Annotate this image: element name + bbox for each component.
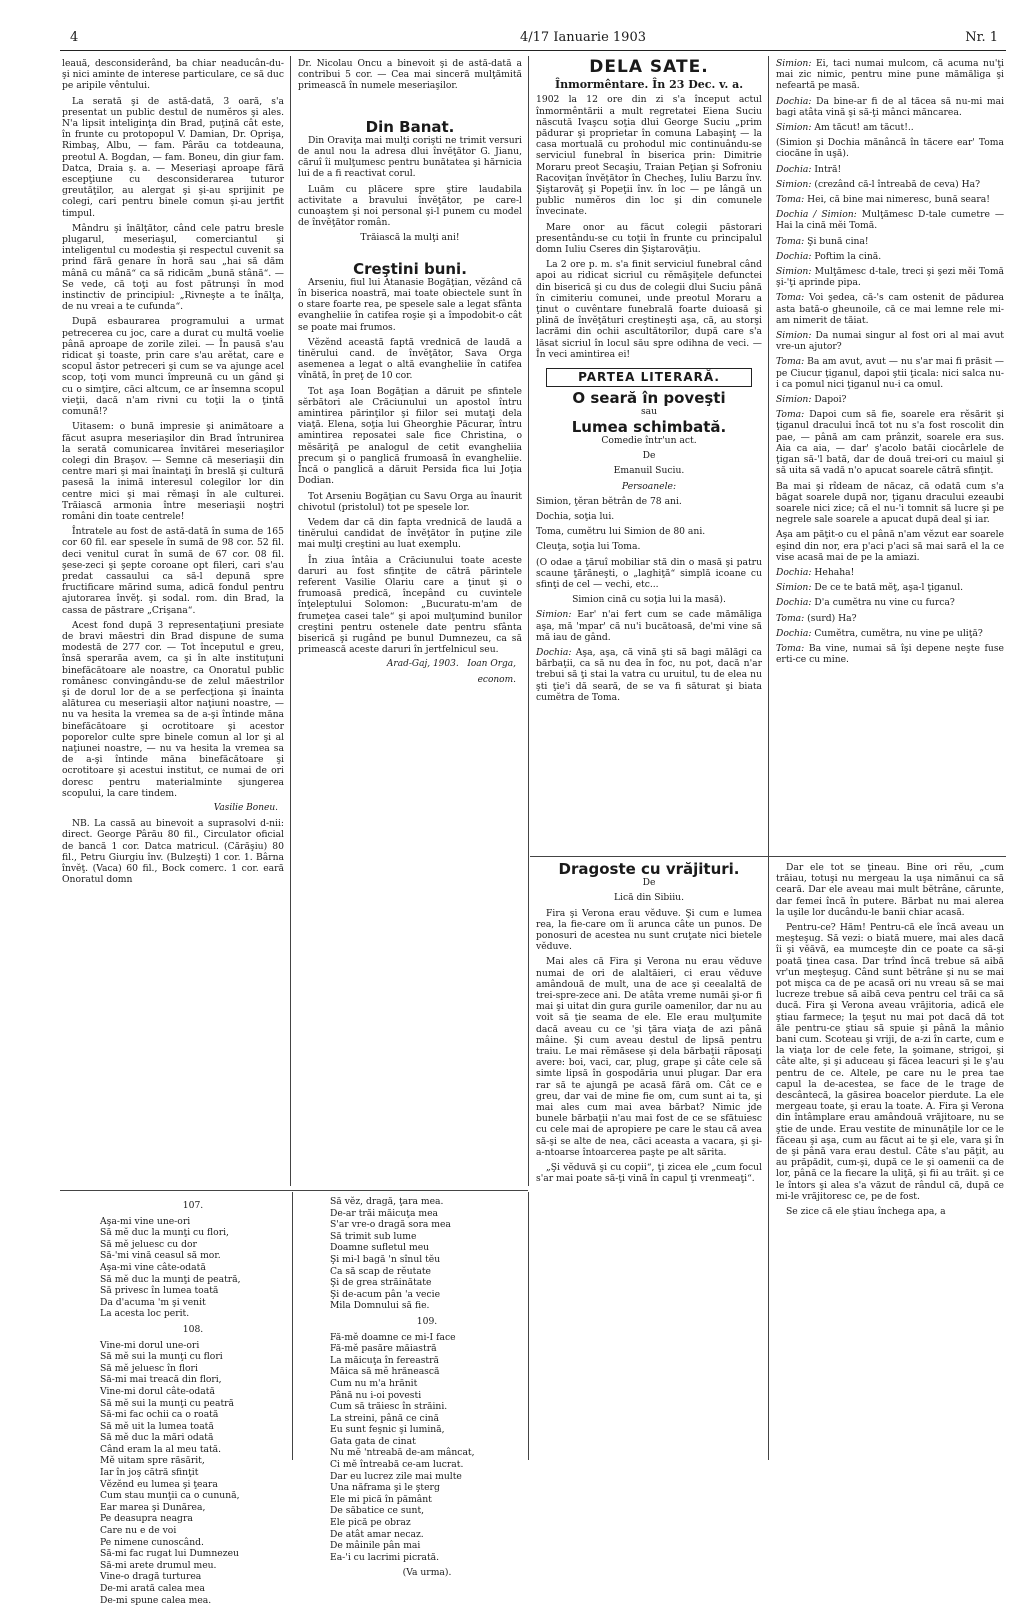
poem-line: Să-mi mai treacă din flori, <box>100 1374 222 1386</box>
poem-line: Doamne sufletul meu <box>330 1242 430 1254</box>
play-sau: sau <box>640 406 658 418</box>
dialog-line: Simion: Ei, taci numai mulcom, că acuma nu'ţi mai zic nimic, pentru mine pune mămăliga şi nefeartă pe masă. <box>776 58 1004 92</box>
poem-number: 107. <box>182 1200 204 1211</box>
dialog-line: Simion: Am tăcut! am tăcut!.. <box>776 122 914 134</box>
poem-line: Şi mi-l bagă 'n sînul tĕu <box>330 1253 441 1265</box>
poem-line: Fă-mĕ doamne ce mi-I face <box>330 1331 456 1343</box>
column-1 <box>62 58 284 1186</box>
play-description: Comedie într'un act. <box>601 434 697 446</box>
poem-line: Ca să scap de rĕutate <box>330 1265 431 1277</box>
dialog-line: Simion: Ear' n'ai fert cum se cade mămăliga aşa, mă 'mpar' că nu'i bucătoasă, de'mi vine să mă iau de gând. <box>536 609 763 643</box>
dialog-line: Dochia: Aşa, aşa, că vină şti să bagi mălăgi ca bărbaţii, ca să nu dea în foc, nu pot, dacă n'ar trebui să ţi stai la vatra cu uruitul, tu de elea nu şti ţie'i dă seară, de se va fi săturat şi biata cumĕtra de Toma. <box>536 646 763 703</box>
poem-line: Care nu e de voi <box>100 1525 177 1537</box>
play-author: Emanuil Suciu. <box>613 465 685 477</box>
dialog-line: Dochia: Cumĕtra, cumĕtra, nu vine pe uliţă? <box>776 627 983 639</box>
article-paragraph: Mare onor au făcut colegii păstorari presentându-se cu toţii în frunte cu principalul domn Iuliu Cseres din Şiştarovăţiu. <box>536 221 762 256</box>
poem-line: Vine-o dragă turturea <box>100 1571 202 1583</box>
dialog-line: Simion: De ce te bată mĕţ, aşa-l ţiganul. <box>776 582 964 594</box>
dialog-line: Simion: (crezând că-l întreabă de ceva) Ha? <box>776 178 981 190</box>
poem-line: De-ar trăi măicuţa mea <box>330 1207 439 1219</box>
cast-item: Simion cină cu soţia lui la masă). <box>572 594 726 606</box>
dialog-line: Toma: Şi bună cina! <box>776 235 869 247</box>
dialog-line: Simion: Dapoi? <box>776 394 847 406</box>
poem-line: Să-mi arete drumul meu. <box>100 1559 217 1571</box>
column-rule <box>528 1192 529 1460</box>
issue-number: Nr. 1 <box>965 30 998 45</box>
poem-line: Să-mi fac ochii ca o roată <box>100 1409 219 1421</box>
section-title: Din Banat. <box>365 117 455 136</box>
section-title: Creştini buni. <box>353 259 467 278</box>
dialog-line: Dochia: D'a cumĕtra nu vine cu furca? <box>776 597 955 609</box>
poem-line: Ci mĕ întreabă ce-am lucrat. <box>330 1459 464 1471</box>
poem-line: Gata gata de cinat <box>330 1435 416 1447</box>
story-paragraph: Mai ales că Fira şi Verona nu erau vĕduve numai de ori de alaltăieri, ci erau vĕduve amândouă de mult, una de ace şi ceealaltă de trei-spre-zece ani. De atâta vreme număi şi-or fi mai şi uitat din gura gurile oamenilor, dar nu au voit să ţie seama de ele. Ele erau mulţumite dacă aveau cu ce 'şi ţăra viaţa de azi până mâine. Şi cum aveau destul de lipsă pentru traiu. Le mai rĕmăsese şi dela bărbaţii răposaţi avere: boi, vaci, car, plug, grape şi câte cele să simte lipsă în gospodăria unui plugar. Dar era rar să te ajungă pe acasă fără om. Cât ce e greu, dar vai de mine fie om, cum sunt ai ta, şi mai ales cum mai avea bărbat? Nimic jde bunele bărbaţii n'au mai fost de ce se sfătuiesc cu cele mai de apropiere pe care le stau că avea să-şi se alte de nea, căci aceasta a vacara, şi şi-a-ntoarse întoarcerea paşte pe alt sărita. <box>536 956 762 1158</box>
play-subtitle: Lumea schimbată. <box>571 417 727 436</box>
poem-line: La streini, până ce cină <box>330 1412 440 1424</box>
article-paragraph: Luăm cu plăcere spre ştire laudabila activitate a bravului învĕţător, pe care-l cunoaştem şi noi personal şi-l punem cu model de învĕţător român. <box>298 183 522 229</box>
note-paragraph: NB. La cassă au binevoit a suprasolvi d-nii: direct. George Pârău 80 fil., Circulator oficial de bancă 1 cor. Datca matricul. (Cărăşiu) 80 fil., Petru Giurgiu înv. (Bulzeşti) 1 cor. 1. Bârna învĕţ. (Vaca) 60 fil., Bock comerc. 1 cor. eară Onoratul domn <box>62 818 284 886</box>
article-paragraph: Tot Arseniu Bogăţian cu Savu Orga au înaurit chivotul (pristolul) tot pe spesele lor. <box>298 490 522 513</box>
poem-line: Măica să mĕ hrănească <box>330 1366 440 1378</box>
poem-number: 109. <box>416 1315 438 1327</box>
story-paragraph: „Şi vĕduvă şi cu copii“, ţi zicea ele „cum focul s'ar mai poate să-ţi vină în capul ţi vrenmeaţi“. <box>536 1162 762 1185</box>
story-de: De <box>642 877 656 889</box>
dialog-line: Ba mai şi rîdeam de năcaz, că odată cum s'a băgat soarele după nor, ţiganu dracului ezeaubi soarele nici zice; că el nu-'i tomnit să lucre şi pe negrele sale soarele a apucat după deal şi iar. <box>776 480 1004 526</box>
poem-line: Fă-mĕ pasăre măiastră <box>330 1343 437 1355</box>
column-rule <box>768 56 769 856</box>
poem-line: Până nu i-oi povesti <box>330 1389 422 1401</box>
section-banner: PARTEA LITERARĂ. <box>546 368 752 387</box>
poem-line: Iar în joş cătră sfinţit <box>100 1467 199 1479</box>
poem-line: Aşa-mi vine une-ori <box>100 1215 191 1227</box>
poem-line: Cum nu m'a hrănit <box>330 1377 418 1389</box>
poem-line: Ea-'i cu lacrimi picrată. <box>330 1551 440 1563</box>
cast-item: Dochia, soţia lui. <box>536 510 615 522</box>
poem-line: Să mĕ sui la munţi cu peatră <box>100 1397 235 1409</box>
poem-line: Vine-mi dorul une-ori <box>100 1339 200 1351</box>
dialog-line: Toma: Dapoi cum să fie, soarele era rĕsărit şi ţiganul dracului încă tot nu s'a fost roscolit din pae, — până am cam prânzit, soarele era sus. Aia ca aia, — dar' ş'acolo batăi ciocârlele de ţigan să-'l bată, dar de două trei-ori cu maiul şi să uita să vadă n'o apucat soarele cătră sfinţit. <box>776 409 1004 477</box>
article-paragraph: În ziua întâia a Crăciunului toate aceste daruri au fost sfinţite de cătră părintele referent Vasilie Olariu care a ţinut şi o frumoasă predică, începând cu cuvintele înţeleptului Solomon: „Bucuratu-m'am de frumeţea casei tale“ şi apoi mulţumind bunilor creştini pentru ostenele date pentru sfânta biserică şi rugând pe bunul Dumnezeu, ca să primească aceste daruri în jertfelnicul seu. <box>298 554 522 656</box>
poem-line: De-mi arată calea mea <box>100 1583 205 1594</box>
article-paragraph: Întratele au fost de astă-dată în suma de 165 cor 60 fil. ear spesele în sumă de 98 cor. 52 fil. deci venitul curat în sumă de 67 cor. 08 fil. şese-zeci şi şepte coroane opt fileri, cari s'au predat cassaului ca să-l depună spre fructificare mărind suma, adică fondul pentru ajutorarea învĕţ. şi sodal. rom. din Brad, la cassa de păstrare „Crişana“. <box>62 526 284 616</box>
article-paragraph: Vĕzĕnd această faptă vrednică de laudă a tinĕrului cand. de învĕţător, Sava Orga asemenea a legat o altă evangheliie în catifea vînătă, în preţ de 10 cor. <box>298 336 522 382</box>
dialog-line: Dochia: Da bine-ar fi de al tăcea să nu-mi mai bagi atâta vină şi să-ţi mânci măncarea. <box>776 95 1005 118</box>
dialog-line: (Simion şi Dochia mănâncă în tăcere ear' Toma ciocăne în uşă). <box>776 137 1004 160</box>
cast-item: Cleuţa, soţia lui Toma. <box>536 541 641 553</box>
poem-line: Să mĕ duc la munţi de peatră, <box>100 1273 241 1285</box>
poem-line: La acesta loc perit. <box>100 1308 190 1320</box>
poem-line: Să-mi fac rugat lui Dumnezeu <box>100 1548 239 1560</box>
article-closing: Trăiască la mulţi ani! <box>360 232 460 244</box>
article-paragraph: La serată şi de astă-dată, 3 oară, s'a presentat un public destul de numĕros şi ales. N'a lipsit inteliginţa din Brad, puţină cât este, în frunte cu protopopul V. Damian, Dr. Oprişa, Rimbaş, Albu, — fam. Pârău ca totdeauna, preotul A. Bogdan, — fam. Boneu, din giur fam. Datca, Draia ş. a. — Meseriaşi aproape fără escepţiune cu desconsiderarea tuturor greutăţilor, au alergat şi şi-au sprijinit pe colegi, cari pentru binele comun şi-au jertfit timpul. <box>62 95 284 219</box>
poem-line: Da d'acuma 'm şi venit <box>100 1296 206 1308</box>
poem-line: Vine-mi dorul câte-odată <box>100 1385 215 1397</box>
poem-line: Mĕ uitam spre răsărit, <box>100 1455 205 1467</box>
story-column-continued <box>776 862 1004 1462</box>
page-number: 4 <box>70 30 79 45</box>
place-date: Arad-Gaj, 1903. <box>386 659 459 670</box>
poem-line: Să trimit sub lume <box>330 1230 417 1242</box>
poem-line: Cum să trăiesc în străini. <box>330 1401 448 1413</box>
poem-line: Ele pică pe obraz <box>330 1517 411 1529</box>
subsection-title: Înmormêntare. În 23 Dec. v. a. <box>554 78 744 92</box>
poem-line: Să mĕ jeluesc cu dor <box>100 1238 197 1250</box>
section-rule <box>60 1190 528 1191</box>
poem-line: Cum stau munţii ca o cunună, <box>100 1490 240 1502</box>
poem-line: Ele mi pică în pământ <box>330 1493 432 1505</box>
poem-line: S'ar vre-o dragă sora mea <box>330 1219 451 1231</box>
story-paragraph: Se zice că ele ştiau închega apa, a <box>786 1206 946 1218</box>
poem-line: Pe nimene cunoscând. <box>100 1536 204 1548</box>
poem-number: 108. <box>182 1323 204 1335</box>
story-paragraph: Pentru-ce? Hăm! Pentru-că ele încă aveau un meşteşug. Să vezi: o biată muere, mai ales dacă îi şi vĕăvă, ea mumceşte din ce poate ca să-şi poată ţinea casa. Dar trînd încă trebue să aibă vr'un meşteşug. Când sunt bĕtrâne şi nu se mai pot mişca ca de pe acasă ori nu vreau să se mai lucreze trebue să aibă ceva pentru cel trăi ca să ducă. Fira şi Verona aveau vrăjitoria, adică ele ştiau farmece; la ţeşut nu mai pot dacă dă tot ăle pentru-ce ştiau să spuie şi până la mânio bani cum. Scoteau şi vriji, de a-zi în carte, cum e la viaţa lor de cele fete, la şoimane, strigoi, şi câte alte, şi şi aduceau şi făcea leacuri şi le ş'au pentru de ce. Altele, pe care nu le prea tae capul la de-acestea, se face de le trage de descântecă, la găsirea boacelor pierdute. La ele mergeau toate, şi erau la toate. A. Fira şi Verona din întâmplare erau amândouă vrăjitoare, nu se ştie de unde. Erau vestite de minunăţile lor ce le făceau şi aşa, cum au făcut ai te şi ele, vara şi în de şi până vara erau destul. Câte s'au păţit, au au prăpădit, cum-şi, după ce le şi oamenii ca de lor, până ce la fiecare la uliţă, şi fii au trăit. şi ce le întors şi alea s'a văzut de rândul că, după ce mi-le vrăjitoresc ce, pe de fost. <box>776 922 1004 1202</box>
poem-line: Mila Domnului să fie. <box>330 1300 430 1312</box>
poem-line: Una năframa şi le şterg <box>330 1482 440 1494</box>
poem-line: Să privesc în lumea toată <box>100 1285 219 1297</box>
poem-column-middle <box>330 1196 524 1579</box>
page-header <box>60 28 1006 51</box>
dialog-line: Toma: (surd) Ha? <box>776 612 857 624</box>
to-be-continued: (Va urma). <box>402 1567 452 1579</box>
poem-column-left <box>100 1196 286 1606</box>
poem-line: De atât amar necaz. <box>330 1528 424 1540</box>
column-4 <box>776 58 1004 852</box>
poem-line: Şi de grea străinătate <box>330 1277 432 1289</box>
poem-line: Să-'mi vină ceasul să mor. <box>100 1250 221 1262</box>
dialog-line: Dochia / Simion: Mulţămesc D-tale cumetre — Hai la cină mĕi Tomă. <box>776 209 1005 232</box>
poem-line: Eu sunt feşnic şi lumină, <box>330 1424 445 1436</box>
poem-line: Aşa-mi vine câte-odată <box>100 1261 206 1273</box>
dialog-line: Dochia: Intră! <box>776 163 842 175</box>
cast-item: (O odae a ţăruî mobiliar stă din o masă şi patru scaune ţărăneşti, o „laghiţă“ simplă icoane cu sfinţi de cel — vechi, etc... <box>536 556 762 590</box>
story-title: Dragoste cu vrăjituri. <box>558 860 740 878</box>
article-paragraph: După esbaurarea programului a urmat petrecerea cu joc, care a durat cu multă voelie până aproape de zorile zilei. — În pausă s'au ridicat şi toaste, prin care s'au arĕtat, care e scopul ăstor petreceri şi cum se va ajunge acel scop, toţi vom munci împreună cu un gând şi cu o simţire, căci altcum, ce ar însemna scopul vieţii, dacă n'am rivni cu toţii la o ţintă comună!? <box>62 316 284 418</box>
poem-line: Să mĕ duc la mări odată <box>100 1432 214 1444</box>
column-2 <box>298 58 522 1186</box>
article-paragraph: Uitasem: o bună impresie şi animătoare a făcut asupra meseriaşilor din Brad întrunirea la serată comunicarea învitărei meseriaşilor colegi din Braşov. — Semne că meseriaşii din centre mari şi mai înaintaţi în breslă şi cultură pasesă la inimă interesul colegilor lor din centre mici şi mai rĕmaşi în ale culturei. Trăiască armonia între meseriaşii noştri români din toate centrele! <box>62 421 284 522</box>
author-role: econom. <box>477 674 516 685</box>
dialog-line: Simion: Mulţămesc d-tale, treci şi şezi mĕi Tomă şi-'ţi aprinde pipa. <box>776 266 1005 289</box>
column-rule <box>292 1192 293 1460</box>
article-paragraph: leauă, desconsiderând, ba chiar neaducân-du-şi nici aminte de interese particulare, ce să duc pe aripile vêntului. <box>62 58 284 92</box>
play-de: De <box>642 450 656 462</box>
story-column <box>536 862 762 1462</box>
article-paragraph: Tot aşa Ioan Bogăţian a dăruit pe sfintele sĕrbători ale Crăciunului un apostol întru amintirea părinţilor şi fiilor sei mutaţi dela viaţă. Elena, soţia lui Gheorghie Păcurar, întru amintirea reposatei sale fice Christina, o mĕsăriţă pe analogul de cetit evangheliia precum şi o panglică frumoasă în evangheliie. Încă o panglică a dăruit Persida fica lui Joţia Dodian. <box>298 385 522 487</box>
poem-line: De săbatice ce sunt, <box>330 1505 425 1517</box>
dialog-line: Simion: Da numai singur al fost ori al mai avut vre-un ajutor? <box>776 330 1004 353</box>
poem-line: De mâinile pân mai <box>330 1540 421 1552</box>
article-paragraph: La 2 ore p. m. s'a finit serviciul funebral când apoi au ridicat sicriul cu rĕmăşiţele defunctei din biserică şi cu dus de colegii dlui Suciu până în cimiteriu comunei, unde preotul Moraru a ţinut o cuvêntare funebrală foarte duioasă şi plină de învĕţături creştineşti aşa, că, au storşi lacrămi din ochii ascultătorilor, după care s'a lăsat sicriul în locul său spre odihna de veci. — În veci amintirea ei! <box>536 259 762 360</box>
poem-line: Ear marea şi Dunărea, <box>100 1501 206 1513</box>
poem-line: Să mĕ uit la lumea toată <box>100 1420 214 1432</box>
poem-line: De-mi spune calea mea. <box>100 1594 212 1606</box>
section-title: DELA SATE. <box>589 57 709 77</box>
dialog-line: Aşa am păţit-o cu el până n'am vĕzut ear soarele eşind din nor, era p'aci p'aci să mai sară el la ce vise acasă mai de pe la amiazi. <box>776 529 1004 563</box>
story-author: Lică din Sibiiu. <box>613 892 685 904</box>
dialog-line: Toma: Voi şedea, că-'s cam ostenit de pădurea asta bată-o gheunoile, că ce mai lemne rele mi-am nimerit de tăiat. <box>776 292 1004 326</box>
author-name: Ioan Orga, <box>467 659 516 670</box>
dialog-line: Dochia: Hehaha! <box>776 566 855 578</box>
column-rule <box>528 56 529 1186</box>
poem-line: Vĕzĕnd eu lumea şi ţeara <box>100 1478 218 1490</box>
cast-heading: Persoanele: <box>621 480 677 492</box>
story-paragraph: Fira şi Verona erau vĕduve. Şi cum e lumea rea, la fie-care om îi arunca câte un punos. De ponosuri de acestea nu sunt cruţate nici bietele vĕduve. <box>536 907 762 953</box>
article-paragraph: Mândru şi înălţător, când cele patru bresle plugarul, meseriaşul, comerciantul şi inteligentul cu modestia şi respectul cuvenit sa prind fără genare în horă sau „hai să dăm mână cu mână“ ca să ridicăm „bună stână“. — Se vede, că toţi au fost pătrunşi în mod instinctiv de principiul: „Rivneşte a te înălţa, de nu vreai a te cufunda“. <box>62 222 284 313</box>
poem-line: Să mĕ duc la munţi cu flori, <box>100 1227 229 1239</box>
cast-item: Simion, ţĕran bĕtrân de 78 ani. <box>536 495 682 507</box>
dialog-line: Dochia: Poftim la cină. <box>776 250 882 262</box>
story-paragraph: Dar ele tot se ţineau. Bine ori rĕu, „cum trăiau, totuşi nu mergeau la uşa nimănui ca să ceară. Dar ele aveau mai mult bĕtrâne, cărunte, dar femei încă în putere. Bărbat nu mai alerea la uşile lor ducându-le banii chiar acasă. <box>776 862 1004 918</box>
poem-line: Să mĕ jeluesc în flori <box>100 1362 198 1374</box>
dialog-line: Toma: Ba vine, numai să îşi depene neşte fuse erti-ce cu mine. <box>776 642 1004 666</box>
dialog-line: Toma: Hei, că bine mai nimeresc, bună seara! <box>776 194 990 206</box>
author-signature: Vasilie Boneu. <box>213 803 278 813</box>
poem-line: Dar eu lucrez zile mai multe <box>330 1470 462 1482</box>
article-paragraph: Acest fond după 3 representaţiuni presiate de bravi măestri din Brad dispune de suma modestă de 277 cor. — Tot începutul e greu, însă sperarăa avem, ca şi în alte instituţuni binefăcătoare ale noastre, ca Onoratul public românesc convingându-se de zelul măestrilor şi de dorul lor de a se perfecţiona şi înainta alăturea cu meseriaşii altor naţiuni noastre, — nu va hesita la vremea sa de a-şi întinde măna binefăcătoare şi ocrotitoare şi acestor poporelor culte spre binele comun al lor şi al naţiunei noastre, — nu va hesita la vremea sa de a-şi întinde măna binefăcătoare şi ocrotitoare şi acestui institut, ce numai de ori doresc pentru materialminte sjungerea scopului, la care tindem. <box>62 619 284 799</box>
play-title: O seară în poveşti <box>572 389 726 408</box>
poem-line: Când eram la al meu tată. <box>100 1443 222 1455</box>
cast-item: Toma, cumĕtru lui Simion de 80 ani. <box>536 526 706 538</box>
poem-line: Şi de-acum pân 'a vecie <box>330 1288 441 1300</box>
poem-line: Să mĕ sui la munţi cu flori <box>100 1351 223 1363</box>
article-paragraph: Arseniu, fiul lui Atanasie Bogăţian, vĕzând că în biserica noastră, mai toate obiectele sunt în o stare foarte rea, pe spesele sale a legat sfânta evangheliie în catifea roşie şi a împodobit-o cât se poate mai frumos. <box>298 276 522 333</box>
poem-line: Nu mĕ 'ntreabă de-am mâncat, <box>330 1447 475 1459</box>
dialog-line: Toma: Ba am avut, avut — nu s'ar mai fi prăsit — pe Ciucur ţiganul, dapoi ştii ţicala: nici salca nu-i ca pomul nici ţiganul nu-i ca omul. <box>776 356 1004 390</box>
poem-line: Pe deasupra neagra <box>100 1513 193 1525</box>
poem-line: Să vĕz, dragă, ţara mea. <box>330 1196 444 1207</box>
dateline <box>298 659 516 670</box>
issue-date: 4/17 Ianuarie 1903 <box>520 30 646 45</box>
article-paragraph: Din Oraviţa mai mulţi corişti ne trimit versuri de anul nou la adresa dlui învĕţător G. Jianu, căruî îi mulţumesc pentru bunătatea şi hărnicia lui de a fi reactivat corul. <box>298 134 522 180</box>
poem-line: La măicuţa în fereastră <box>330 1354 439 1366</box>
article-paragraph: Dr. Nicolau Oncu a binevoit şi de astă-dată a contribui 5 cor. — Cea mai sinceră mulţămită primească în numele meseriaşilor. <box>298 58 522 92</box>
article-paragraph: Vedem dar că din fapta vrednică de laudă a tinĕrului candidat de învĕţător în puţine zile mai mulţi creştini au luat exemplu. <box>298 516 522 551</box>
article-paragraph: 1902 la 12 ore din zi s'a început actul înmormêntării a mult regretatei Eiena Suciu născută Ivaşcu soţia dlui George Suciu „prim pădurar şi proprietar în comuna Labaşinţ — la casa mortuală cu prohodul mic continuându-se serviciul funebral în biserica prin: Dimitrie Moraru preot Secaşiu, Traian Peţian şi Sofroniu Racoviţan învĕţător în Checheş, Iuliu Barzu înv. Şiştarovăţ şi Popeţii înv. în loc — pe lângă un public numĕros din loc şi din comunele învecinate. <box>536 94 762 218</box>
column-rule <box>290 56 291 1186</box>
column-rule <box>768 856 769 1460</box>
